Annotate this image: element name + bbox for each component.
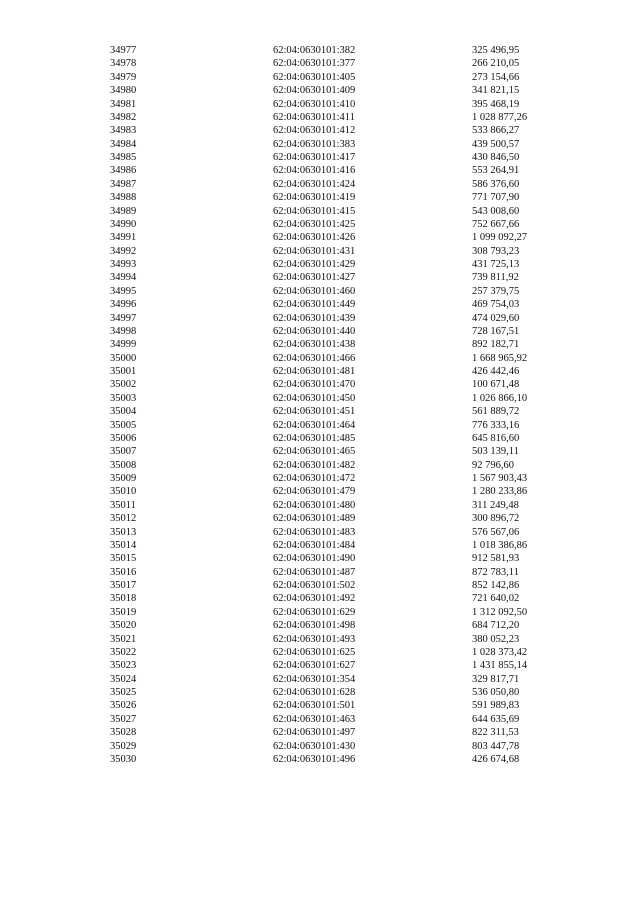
cadastral-value: 439 500,57 <box>472 138 520 150</box>
cadastral-number: 62:04:0630101:625 <box>273 646 356 658</box>
table-row <box>0 84 640 97</box>
cadastral-value: 912 581,93 <box>472 553 520 565</box>
table-row <box>0 151 640 164</box>
table-row <box>0 419 640 432</box>
cadastral-number: 62:04:0630101:483 <box>273 526 356 538</box>
cadastral-number: 62:04:0630101:382 <box>273 45 356 56</box>
cadastral-number: 62:04:0630101:487 <box>273 566 356 578</box>
cadastral-number: 62:04:0630101:426 <box>273 232 356 244</box>
row-number: 34982 <box>110 111 137 123</box>
cadastral-number: 62:04:0630101:502 <box>273 580 356 591</box>
row-number: 35021 <box>110 633 137 645</box>
row-number: 34998 <box>110 325 137 337</box>
row-number: 35019 <box>110 606 137 618</box>
cadastral-number: 62:04:0630101:496 <box>273 753 356 765</box>
row-number: 35002 <box>110 379 137 391</box>
table-row <box>0 325 640 338</box>
cadastral-value: 430 846,50 <box>472 152 520 163</box>
row-number: 34989 <box>110 205 137 217</box>
row-number: 34999 <box>110 339 137 351</box>
cadastral-number: 62:04:0630101:627 <box>273 660 356 672</box>
table-row <box>0 445 640 458</box>
table-row <box>0 352 640 365</box>
row-number: 35004 <box>110 406 137 418</box>
cadastral-number: 62:04:0630101:489 <box>273 513 356 525</box>
cadastral-value: 872 783,11 <box>472 566 519 578</box>
table-row <box>0 740 640 753</box>
row-number: 35007 <box>110 446 137 458</box>
row-number: 34995 <box>110 285 137 297</box>
cadastral-number: 62:04:0630101:480 <box>273 499 356 511</box>
cadastral-number: 62:04:0630101:466 <box>273 352 356 364</box>
cadastral-value: 1 312 092,50 <box>472 606 528 618</box>
cadastral-value: 852 142,86 <box>472 580 520 591</box>
row-number: 34986 <box>110 165 137 177</box>
table-row <box>0 753 640 766</box>
cadastral-value: 1 431 855,14 <box>472 660 528 672</box>
cadastral-number: 62:04:0630101:438 <box>273 339 356 351</box>
table-row <box>0 258 640 271</box>
row-number: 35000 <box>110 352 137 364</box>
row-number: 35020 <box>110 620 137 632</box>
row-number: 35006 <box>110 432 137 444</box>
table-row <box>0 138 640 151</box>
row-number: 35030 <box>110 753 137 765</box>
cadastral-number: 62:04:0630101:430 <box>273 740 356 752</box>
table-row <box>0 499 640 512</box>
table-row <box>0 218 640 231</box>
cadastral-value: 1 028 877,26 <box>472 111 528 123</box>
cadastral-number: 62:04:0630101:424 <box>273 178 356 190</box>
table-row <box>0 713 640 726</box>
cadastral-number: 62:04:0630101:450 <box>273 392 356 404</box>
table-row <box>0 686 640 699</box>
row-number: 34993 <box>110 259 137 270</box>
cadastral-value: 1 567 903,43 <box>472 473 528 484</box>
row-number: 34991 <box>110 232 137 244</box>
cadastral-value: 426 674,68 <box>472 753 520 765</box>
cadastral-value: 1 280 233,86 <box>472 486 528 498</box>
cadastral-value: 426 442,46 <box>472 366 520 377</box>
table-row <box>0 285 640 298</box>
cadastral-number: 62:04:0630101:354 <box>273 673 356 685</box>
table-row <box>0 338 640 351</box>
cadastral-value: 503 139,11 <box>472 446 519 458</box>
table-row <box>0 552 640 565</box>
row-number: 35027 <box>110 713 137 725</box>
row-number: 34983 <box>110 125 137 137</box>
cadastral-value: 380 052,23 <box>472 633 520 645</box>
cadastral-number: 62:04:0630101:482 <box>273 459 356 471</box>
table-row <box>0 485 640 498</box>
cadastral-number: 62:04:0630101:440 <box>273 325 356 337</box>
table-row <box>0 699 640 712</box>
cadastral-value: 308 793,23 <box>472 245 520 257</box>
table-row <box>0 178 640 191</box>
table-row <box>0 405 640 418</box>
row-number: 35005 <box>110 419 137 431</box>
cadastral-number: 62:04:0630101:498 <box>273 620 356 632</box>
cadastral-value: 1 668 965,92 <box>472 352 528 364</box>
row-number: 34977 <box>110 45 137 56</box>
row-number: 35014 <box>110 539 137 551</box>
cadastral-number: 62:04:0630101:497 <box>273 727 356 739</box>
cadastral-number: 62:04:0630101:492 <box>273 593 356 605</box>
cadastral-number: 62:04:0630101:412 <box>273 125 356 137</box>
row-number: 34985 <box>110 152 137 163</box>
cadastral-number: 62:04:0630101:411 <box>273 111 355 123</box>
cadastral-number: 62:04:0630101:501 <box>273 700 356 712</box>
cadastral-value: 1 018 386,86 <box>472 539 528 551</box>
table-row <box>0 526 640 539</box>
cadastral-value: 1 028 373,42 <box>472 646 528 658</box>
cadastral-value: 431 725,13 <box>472 259 520 270</box>
cadastral-number: 62:04:0630101:429 <box>273 259 356 270</box>
cadastral-value: 553 264,91 <box>472 165 520 177</box>
cadastral-number: 62:04:0630101:415 <box>273 205 356 217</box>
cadastral-number: 62:04:0630101:409 <box>273 85 356 97</box>
cadastral-value: 266 210,05 <box>472 58 520 70</box>
row-number: 34992 <box>110 245 137 257</box>
table-row <box>0 245 640 258</box>
row-number: 35026 <box>110 700 137 712</box>
table-row <box>0 459 640 472</box>
cadastral-number: 62:04:0630101:460 <box>273 285 356 297</box>
table-row <box>0 231 640 244</box>
cadastral-value: 1 026 866,10 <box>472 392 528 404</box>
row-number: 34978 <box>110 58 137 70</box>
row-number: 35010 <box>110 486 137 498</box>
cadastral-value: 728 167,51 <box>472 325 520 337</box>
cadastral-value: 721 640,02 <box>472 593 520 605</box>
cadastral-number: 62:04:0630101:425 <box>273 218 356 230</box>
table-row <box>0 111 640 124</box>
cadastral-value: 776 333,16 <box>472 419 520 431</box>
cadastral-value: 341 821,15 <box>472 85 520 97</box>
cadastral-number: 62:04:0630101:419 <box>273 192 356 204</box>
cadastral-number: 62:04:0630101:410 <box>273 98 356 110</box>
cadastral-value: 536 050,80 <box>472 687 520 698</box>
table-row <box>0 44 640 57</box>
row-number: 35015 <box>110 553 137 565</box>
table-row <box>0 124 640 137</box>
row-number: 34984 <box>110 138 137 150</box>
table-row <box>0 392 640 405</box>
cadastral-value: 329 817,71 <box>472 673 520 685</box>
table-row <box>0 312 640 325</box>
cadastral-value: 533 866,27 <box>472 125 520 137</box>
table-row <box>0 365 640 378</box>
cadastral-number: 62:04:0630101:493 <box>273 633 356 645</box>
row-number: 35018 <box>110 593 137 605</box>
cadastral-value: 300 896,72 <box>472 513 520 525</box>
cadastral-value: 561 889,72 <box>472 406 520 418</box>
row-number: 35009 <box>110 473 137 484</box>
table-row <box>0 659 640 672</box>
cadastral-value: 1 099 092,27 <box>472 232 528 244</box>
cadastral-number: 62:04:0630101:464 <box>273 419 356 431</box>
table-row <box>0 646 640 659</box>
cadastral-value: 645 816,60 <box>472 432 520 444</box>
cadastral-value: 543 008,60 <box>472 205 520 217</box>
row-number: 34988 <box>110 192 137 204</box>
cadastral-number: 62:04:0630101:629 <box>273 606 356 618</box>
cadastral-value: 100 671,48 <box>472 379 520 391</box>
table-row <box>0 579 640 592</box>
row-number: 34987 <box>110 178 137 190</box>
cadastral-number: 62:04:0630101:405 <box>273 71 356 83</box>
row-number: 34980 <box>110 85 137 97</box>
cadastral-number: 62:04:0630101:490 <box>273 553 356 565</box>
row-number: 35011 <box>110 499 136 511</box>
row-number: 34997 <box>110 312 137 324</box>
table-row <box>0 271 640 284</box>
table-row <box>0 512 640 525</box>
cadastral-value: 591 989,83 <box>472 700 520 712</box>
cadastral-value: 771 707,90 <box>472 192 520 204</box>
cadastral-number: 62:04:0630101:465 <box>273 446 356 458</box>
row-number: 35008 <box>110 459 137 471</box>
table-row <box>0 164 640 177</box>
cadastral-number: 62:04:0630101:439 <box>273 312 356 324</box>
row-number: 35003 <box>110 392 137 404</box>
cadastral-number: 62:04:0630101:484 <box>273 539 356 551</box>
cadastral-value: 273 154,66 <box>472 71 520 83</box>
row-number: 34981 <box>110 98 137 110</box>
cadastral-value: 684 712,20 <box>472 620 520 632</box>
table-row <box>0 673 640 686</box>
table-row <box>0 606 640 619</box>
cadastral-value: 803 447,78 <box>472 740 520 752</box>
cadastral-number: 62:04:0630101:481 <box>273 366 356 377</box>
cadastral-value: 644 635,69 <box>472 713 520 725</box>
cadastral-value: 576 567,06 <box>472 526 520 538</box>
table-row <box>0 298 640 311</box>
row-number: 34979 <box>110 71 137 83</box>
data-table <box>0 44 640 766</box>
row-number: 35017 <box>110 580 137 591</box>
cadastral-value: 257 379,75 <box>472 285 520 297</box>
table-row <box>0 57 640 70</box>
cadastral-number: 62:04:0630101:449 <box>273 299 356 311</box>
cadastral-value: 822 311,53 <box>472 727 519 739</box>
cadastral-number: 62:04:0630101:383 <box>273 138 356 150</box>
table-row <box>0 566 640 579</box>
table-row <box>0 472 640 485</box>
table-row <box>0 592 640 605</box>
row-number: 35001 <box>110 366 137 377</box>
row-number: 35025 <box>110 687 137 698</box>
cadastral-number: 62:04:0630101:427 <box>273 272 356 284</box>
row-number: 35029 <box>110 740 137 752</box>
cadastral-number: 62:04:0630101:485 <box>273 432 356 444</box>
table-row <box>0 432 640 445</box>
cadastral-value: 311 249,48 <box>472 499 519 511</box>
cadastral-number: 62:04:0630101:463 <box>273 713 356 725</box>
cadastral-number: 62:04:0630101:479 <box>273 486 356 498</box>
row-number: 34990 <box>110 218 137 230</box>
table-row <box>0 726 640 739</box>
cadastral-value: 469 754,03 <box>472 299 520 311</box>
row-number: 35024 <box>110 673 137 685</box>
row-number: 35028 <box>110 727 137 739</box>
cadastral-value: 892 182,71 <box>472 339 520 351</box>
cadastral-number: 62:04:0630101:416 <box>273 165 356 177</box>
cadastral-value: 325 496,95 <box>472 45 520 56</box>
cadastral-number: 62:04:0630101:470 <box>273 379 356 391</box>
row-number: 35016 <box>110 566 137 578</box>
cadastral-value: 395 468,19 <box>472 98 520 110</box>
cadastral-value: 586 376,60 <box>472 178 520 190</box>
cadastral-value: 92 796,60 <box>472 459 514 471</box>
table-row <box>0 191 640 204</box>
cadastral-value: 752 667,66 <box>472 218 520 230</box>
row-number: 34996 <box>110 299 137 311</box>
cadastral-value: 739 811,92 <box>472 272 519 284</box>
row-number: 35012 <box>110 513 137 525</box>
cadastral-number: 62:04:0630101:628 <box>273 687 356 698</box>
row-number: 34994 <box>110 272 137 284</box>
table-row <box>0 539 640 552</box>
cadastral-number: 62:04:0630101:377 <box>273 58 356 70</box>
table-row <box>0 378 640 391</box>
row-number: 35022 <box>110 646 137 658</box>
table-row <box>0 619 640 632</box>
table-row <box>0 205 640 218</box>
row-number: 35013 <box>110 526 137 538</box>
table-row <box>0 98 640 111</box>
row-number: 35023 <box>110 660 137 672</box>
cadastral-number: 62:04:0630101:472 <box>273 473 356 484</box>
cadastral-number: 62:04:0630101:431 <box>273 245 356 257</box>
cadastral-number: 62:04:0630101:451 <box>273 406 356 418</box>
cadastral-value: 474 029,60 <box>472 312 520 324</box>
table-row <box>0 633 640 646</box>
cadastral-number: 62:04:0630101:417 <box>273 152 356 163</box>
table-row <box>0 71 640 84</box>
